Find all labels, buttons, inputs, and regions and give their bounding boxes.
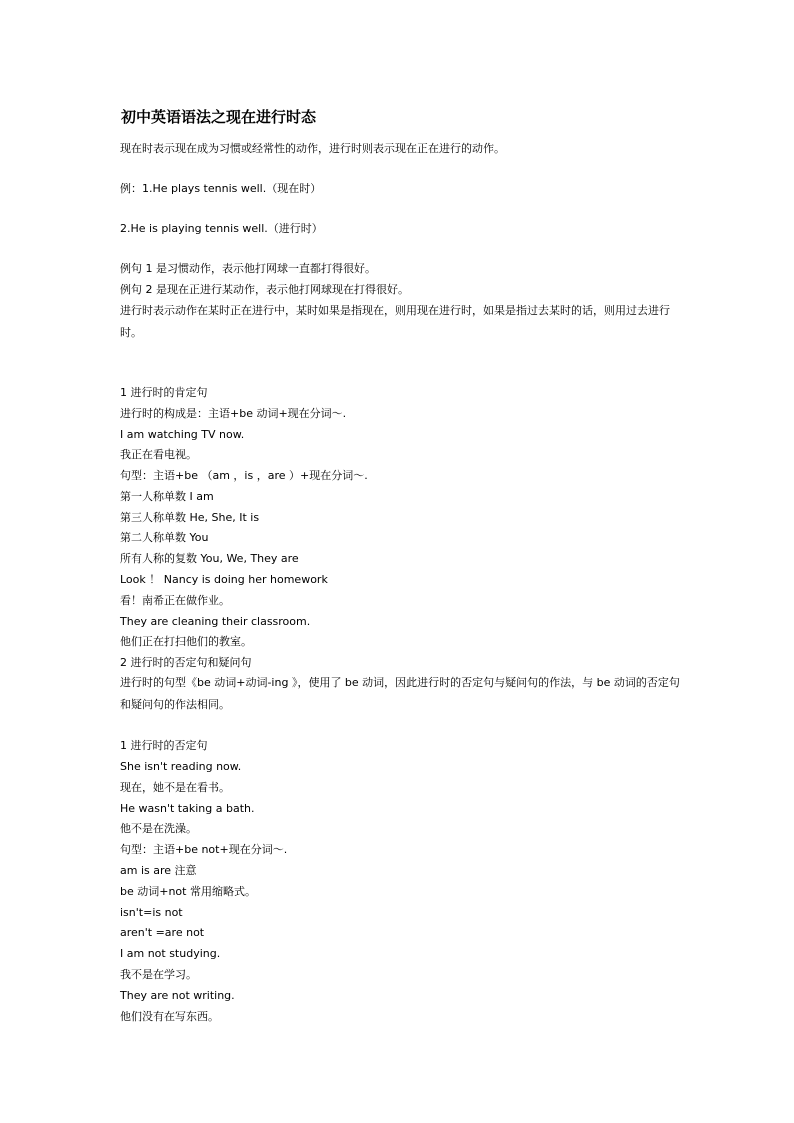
sub-1-line: be 动词+not 常用缩略式。 <box>120 885 256 898</box>
section-2-paragraph: 进行时的句型《be 动词+动词-ing 》，使用了 be 动词，因此进行时的否定句与疑问句的作法，与 be 动词的否定句和疑问句的作法相同。 <box>120 676 680 711</box>
sub-1-line: 句型：主语+be not+现在分词～. <box>120 843 288 856</box>
example-1: 例：1.He plays tennis well.（现在时） <box>120 182 322 195</box>
section-1-line: 第三人称单数 He, She, It is <box>120 511 260 524</box>
sub-1-heading: 1 进行时的否定句 <box>120 739 208 752</box>
sub-1-line: aren't =are not <box>120 926 205 939</box>
section-1-line: They are cleaning their classroom. <box>120 615 311 628</box>
section-1-line: 句型：主语+be （am ，is ，are ）+现在分词～. <box>120 469 368 482</box>
section-1-line: 他们正在打扫他们的教室。 <box>120 635 252 648</box>
section-1-line: 所有人称的复数 You, We, They are <box>120 552 299 565</box>
sub-1-line: I am not studying. <box>120 947 221 960</box>
section-1-line: 看！南希正在做作业。 <box>120 594 230 607</box>
sub-1-line: 他们没有在写东西。 <box>120 1010 219 1023</box>
example-2: 2.He is playing tennis well.（进行时） <box>120 222 323 235</box>
sub-1-line: 现在，她不是在看书。 <box>120 781 230 794</box>
section-1-line: 我正在看电视。 <box>120 448 197 461</box>
section-1-heading: 1 进行时的肯定句 <box>120 386 208 399</box>
section-2-heading: 2 进行时的否定句和疑问句 <box>120 656 252 669</box>
section-1-line: 第二人称单数 You <box>120 531 209 544</box>
sub-1-line: am is are 注意 <box>120 864 197 877</box>
intro-text: 现在时表示现在成为习惯或经常性的动作，进行时则表示现在正在进行的动作。 <box>120 142 505 155</box>
explain-3: 进行时表示动作在某时正在进行中，某时如果是指现在，则用现在进行时，如果是指过去某时的话，则用过去进行时。 <box>120 304 670 339</box>
sub-1-line: isn't=is not <box>120 906 183 919</box>
page-title: 初中英语语法之现在进行时态 <box>121 108 317 126</box>
section-1-line: Look ！ Nancy is doing her homework <box>120 573 328 586</box>
section-1-line: 进行时的构成是：主语+be 动词+现在分词～. <box>120 407 347 420</box>
sub-1-line: 我不是在学习。 <box>120 968 197 981</box>
sub-1-line: She isn't reading now. <box>120 760 242 773</box>
section-1-line: I am watching TV now. <box>120 428 245 441</box>
sub-1-line: 他不是在洗澡。 <box>120 822 197 835</box>
explain-2: 例句 2 是现在正进行某动作，表示他打网球现在打得很好。 <box>120 283 409 296</box>
section-1-line: 第一人称单数 I am <box>120 490 214 503</box>
explain-1: 例句 1 是习惯动作，表示他打网球一直都打得很好。 <box>120 262 376 275</box>
sub-1-line: They are not writing. <box>120 989 235 1002</box>
sub-1-line: He wasn't taking a bath. <box>120 802 255 815</box>
